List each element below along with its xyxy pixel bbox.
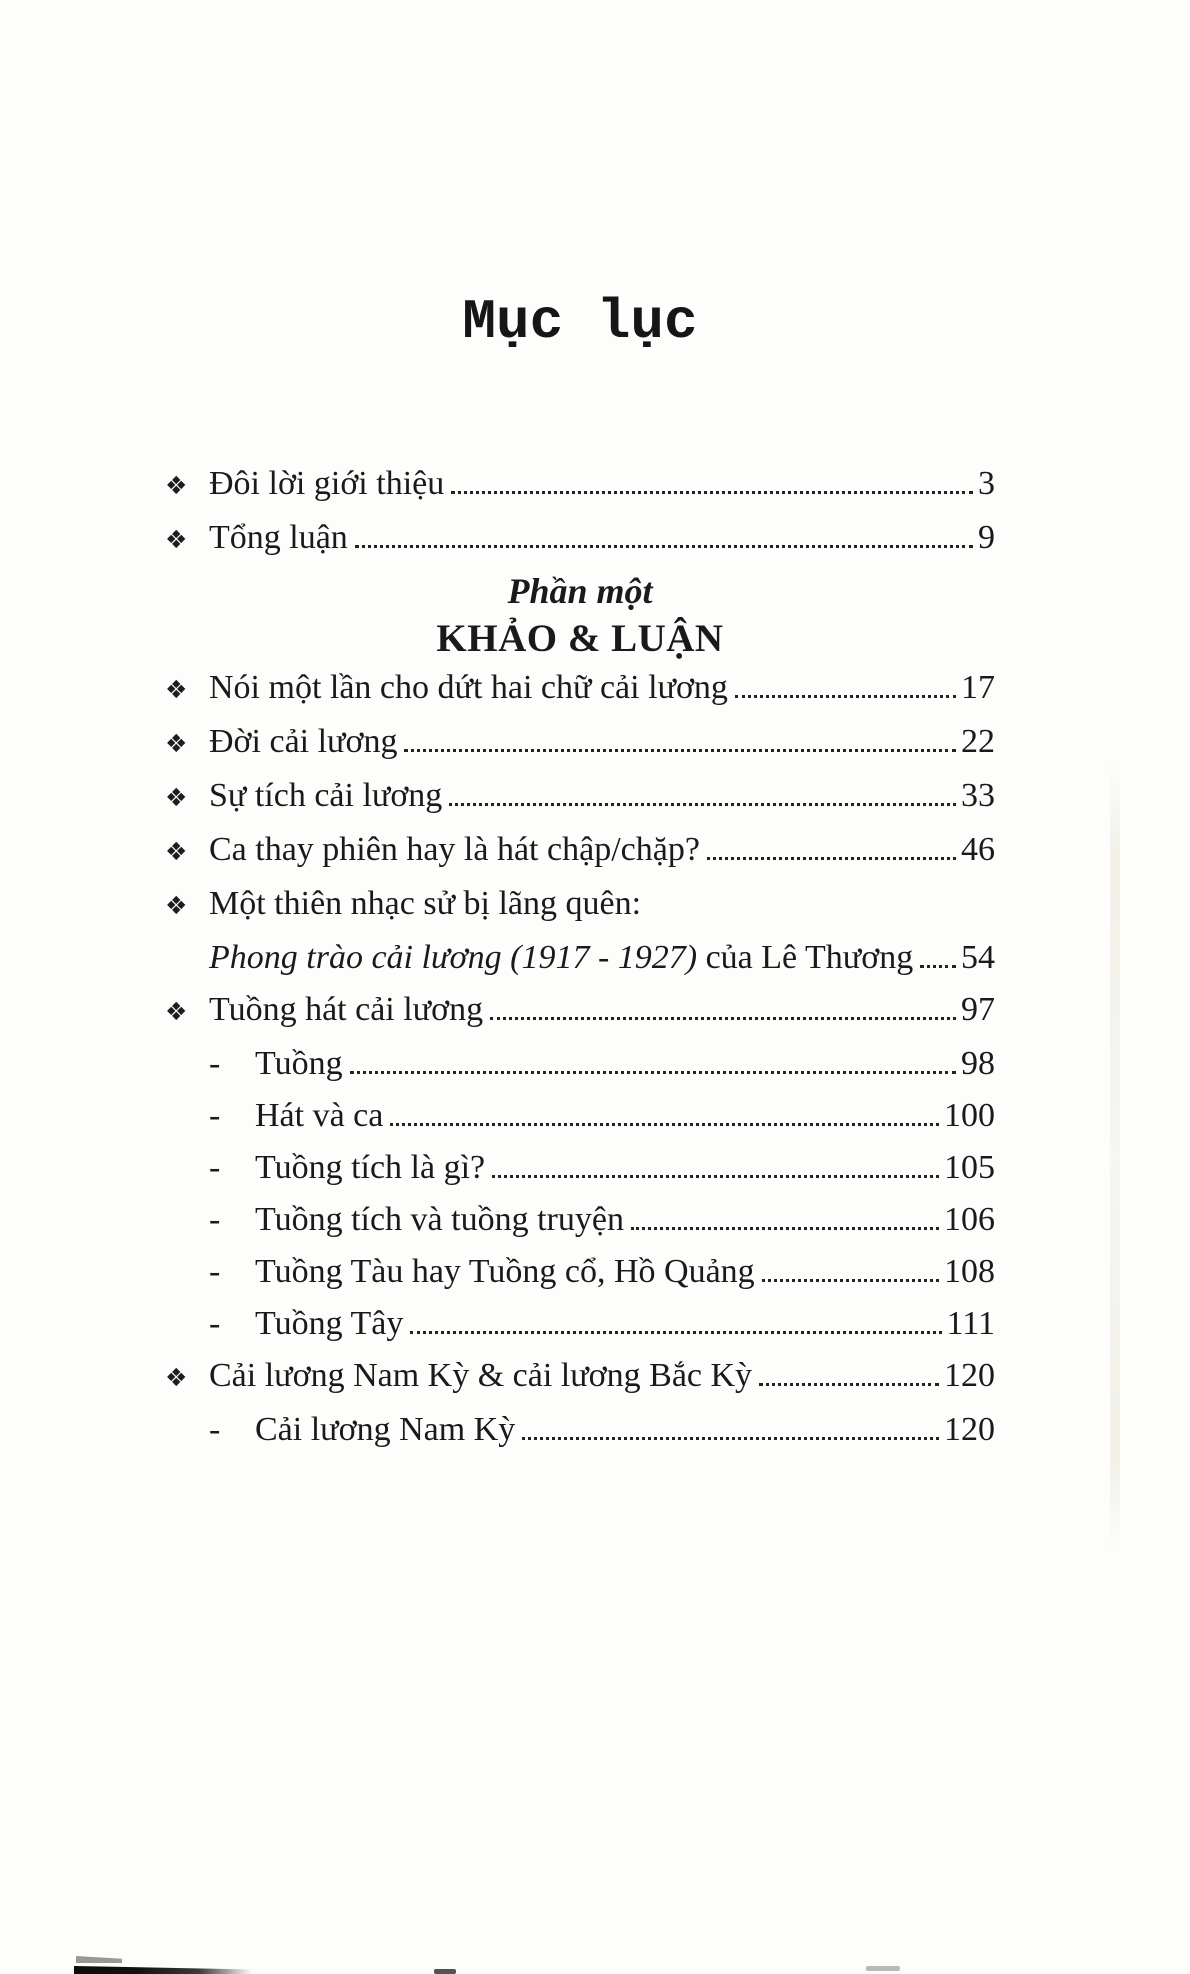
toc-entry [165, 662, 995, 716]
dash-bullet: - [209, 1097, 221, 1134]
diamond-bullet-icon: ❖ [165, 783, 188, 812]
page-number: 98 [961, 1045, 995, 1082]
dotted-leader [735, 695, 956, 698]
diamond-bullet-icon: ❖ [165, 837, 188, 866]
part-title: KHẢO & LUẬN [436, 617, 724, 660]
toc-subentry [209, 1038, 995, 1090]
toc-entry-label: Tuồng tích là gì? [255, 1149, 486, 1186]
page-number: 111 [946, 1305, 995, 1342]
toc-entry-label: Tuồng Tàu hay Tuồng cổ, Hồ Quảng [255, 1253, 755, 1290]
part-label: Phần một [507, 571, 653, 611]
toc-subentry [209, 1090, 995, 1142]
toc-entry-label: Hát và ca [255, 1097, 384, 1134]
dotted-leader [390, 1123, 939, 1126]
page-number: 46 [961, 831, 995, 868]
dash-bullet: - [209, 1149, 221, 1186]
dotted-leader [762, 1279, 939, 1282]
diamond-bullet-icon: ❖ [165, 525, 188, 554]
toc-entry [165, 878, 995, 932]
toc-entry-label [209, 932, 913, 984]
page-number: 106 [944, 1201, 995, 1238]
dash-bullet: - [209, 1045, 221, 1082]
toc-entry-label: Tuồng hát cải lương [209, 991, 484, 1028]
toc-entry [165, 512, 995, 566]
page-number: 100 [944, 1097, 995, 1134]
page-number: 105 [944, 1149, 995, 1186]
toc-list [165, 458, 995, 1456]
dash-bullet: - [209, 1305, 221, 1342]
toc-entry-label: Sự tích cải lương [209, 777, 443, 814]
toc-entry-label: Nói một lần cho dứt hai chữ cải lương [209, 669, 728, 706]
scan-artifact [76, 1956, 122, 1963]
diamond-bullet-icon: ❖ [165, 997, 188, 1026]
dotted-leader [707, 857, 956, 860]
toc-entry-label: Tuồng Tây [255, 1305, 404, 1342]
toc-entry-label: Đời cải lương [209, 723, 398, 760]
toc-entry-label-rest: của Lê Thương [697, 939, 914, 976]
dotted-leader [759, 1383, 939, 1386]
book-page [0, 292, 1190, 1974]
page-number: 33 [961, 777, 995, 814]
toc-entry-label: Tổng luận [209, 519, 348, 556]
scan-artifact [74, 1964, 252, 1974]
diamond-bullet-icon: ❖ [165, 729, 188, 758]
toc-subentry [209, 1194, 995, 1246]
dotted-leader [631, 1227, 939, 1230]
page-number: 22 [961, 723, 995, 760]
diamond-bullet-icon: ❖ [165, 675, 188, 704]
page-number: 9 [978, 519, 995, 556]
dotted-leader [410, 1331, 941, 1334]
dotted-leader [492, 1175, 939, 1178]
toc-subentry [209, 1298, 995, 1350]
toc-entry-label: Một thiên nhạc sử bị lãng quên: [209, 885, 642, 922]
dotted-leader [490, 1017, 956, 1020]
dash-bullet: - [209, 1201, 221, 1238]
page-number: 120 [944, 1411, 995, 1448]
toc-entry-label: Ca thay phiên hay là hát chập/chặp? [209, 831, 700, 868]
diamond-bullet-icon: ❖ [165, 471, 188, 500]
toc-entry [165, 824, 995, 878]
page-crease-artifact [1110, 762, 1120, 1552]
page-title: Mục lục [462, 290, 698, 354]
toc-entry-label: Cải lương Nam Kỳ [255, 1411, 516, 1448]
toc-entry-continuation [209, 932, 995, 984]
toc-entry-label: Đôi lời giới thiệu [209, 465, 445, 502]
toc-entry [165, 716, 995, 770]
page-number: 108 [944, 1253, 995, 1290]
toc-subentry [209, 1142, 995, 1194]
toc-entry [165, 984, 995, 1038]
dash-bullet: - [209, 1411, 221, 1448]
toc-entry [165, 770, 995, 824]
toc-entry-label: Tuồng tích và tuồng truyện [255, 1201, 624, 1238]
dash-bullet: - [209, 1253, 221, 1290]
dotted-leader [355, 545, 973, 548]
toc-entry-label-italic: Phong trào cải lương (1917 - 1927) [209, 939, 698, 976]
dotted-leader [449, 803, 956, 806]
toc-entry-label: Tuồng [255, 1045, 343, 1082]
page-number: 97 [961, 991, 995, 1028]
diamond-bullet-icon: ❖ [165, 891, 188, 920]
toc-entry [165, 1350, 995, 1404]
toc-entry-label: Cải lương Nam Kỳ & cải lương Bắc Kỳ [209, 1357, 753, 1394]
dotted-leader [404, 749, 956, 752]
page-number: 3 [978, 465, 995, 502]
page-number: 54 [961, 939, 995, 976]
scan-artifact [866, 1966, 900, 1971]
dotted-leader [920, 965, 956, 968]
dotted-leader [522, 1437, 939, 1440]
toc-subentry [209, 1246, 995, 1298]
dotted-leader [451, 491, 973, 494]
toc-entry [165, 458, 995, 512]
page-number: 17 [961, 669, 995, 706]
part-heading [165, 566, 995, 662]
toc-subentry [209, 1404, 995, 1456]
page-number: 120 [944, 1357, 995, 1394]
scan-artifact [434, 1969, 456, 1974]
dotted-leader [350, 1071, 956, 1074]
diamond-bullet-icon: ❖ [165, 1363, 188, 1392]
